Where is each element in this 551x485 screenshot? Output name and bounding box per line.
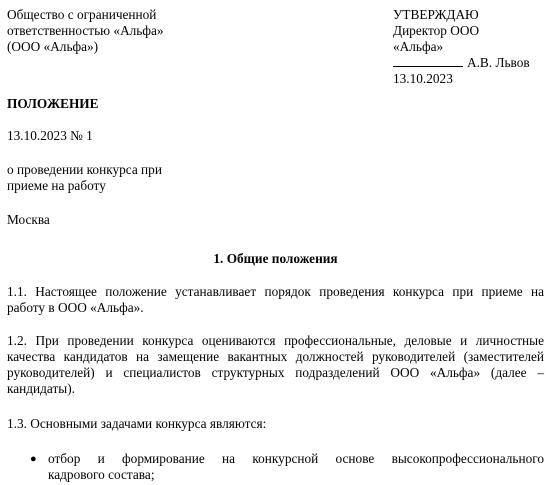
- section-title: 1. Общие положения: [213, 251, 338, 266]
- document-type: ПОЛОЖЕНИЕ: [7, 96, 99, 111]
- approval-title: УТВЕРЖДАЮ: [393, 7, 479, 22]
- paragraph-1-1: [7, 284, 544, 316]
- approval-position: «Альфа»: [393, 39, 444, 54]
- paragraph-line: руководителей) и специалистов структурных подразделений ООО «Альфа» (далее –: [7, 365, 544, 380]
- list-item-line: кадрового состава;: [48, 467, 155, 482]
- list-item-line: отбор и формирование на конкурсной основе высокопрофессионального: [48, 451, 544, 466]
- bullet-icon: ●: [30, 453, 37, 465]
- approval-signer: А.В. Львов: [467, 55, 530, 70]
- paragraph-line: работу в ООО «Альфа».: [7, 300, 144, 315]
- org-line: Общество с ограниченной: [7, 7, 157, 22]
- approval-position: Директор ООО: [393, 23, 480, 38]
- approval-signature-row: [393, 55, 548, 71]
- document-date-number: 13.10.2023 № 1: [7, 128, 93, 143]
- paragraph-line: 1.2. При проведении конкурса оцениваются профессиональные, деловые и личностные: [7, 333, 544, 348]
- approval-date: 13.10.2023: [393, 71, 453, 86]
- paragraph-line: кандидаты).: [7, 381, 75, 396]
- paragraph-1-3: 1.3. Основными задачами конкурса являются:: [7, 416, 267, 431]
- paragraph-line: 1.1. Настоящее положение устанавливает порядок проведения конкурса при приеме на: [7, 284, 544, 299]
- subject-line: о проведении конкурса при: [7, 162, 162, 177]
- org-line: ответственностью «Альфа»: [7, 23, 164, 38]
- paragraph-line: качества кандидатов на замещение вакантных должностей руководителей (заместителей: [7, 349, 544, 364]
- org-line: (ООО «Альфа»): [7, 39, 99, 54]
- approval-block: [393, 7, 548, 87]
- subject-line: приеме на работу: [7, 178, 106, 193]
- list-item-text: [48, 451, 544, 483]
- paragraph-1-2: [7, 333, 544, 397]
- document-subject: [7, 162, 187, 194]
- signature-line: [393, 55, 463, 67]
- organization-block: [7, 7, 207, 55]
- document-city: Москва: [7, 212, 50, 227]
